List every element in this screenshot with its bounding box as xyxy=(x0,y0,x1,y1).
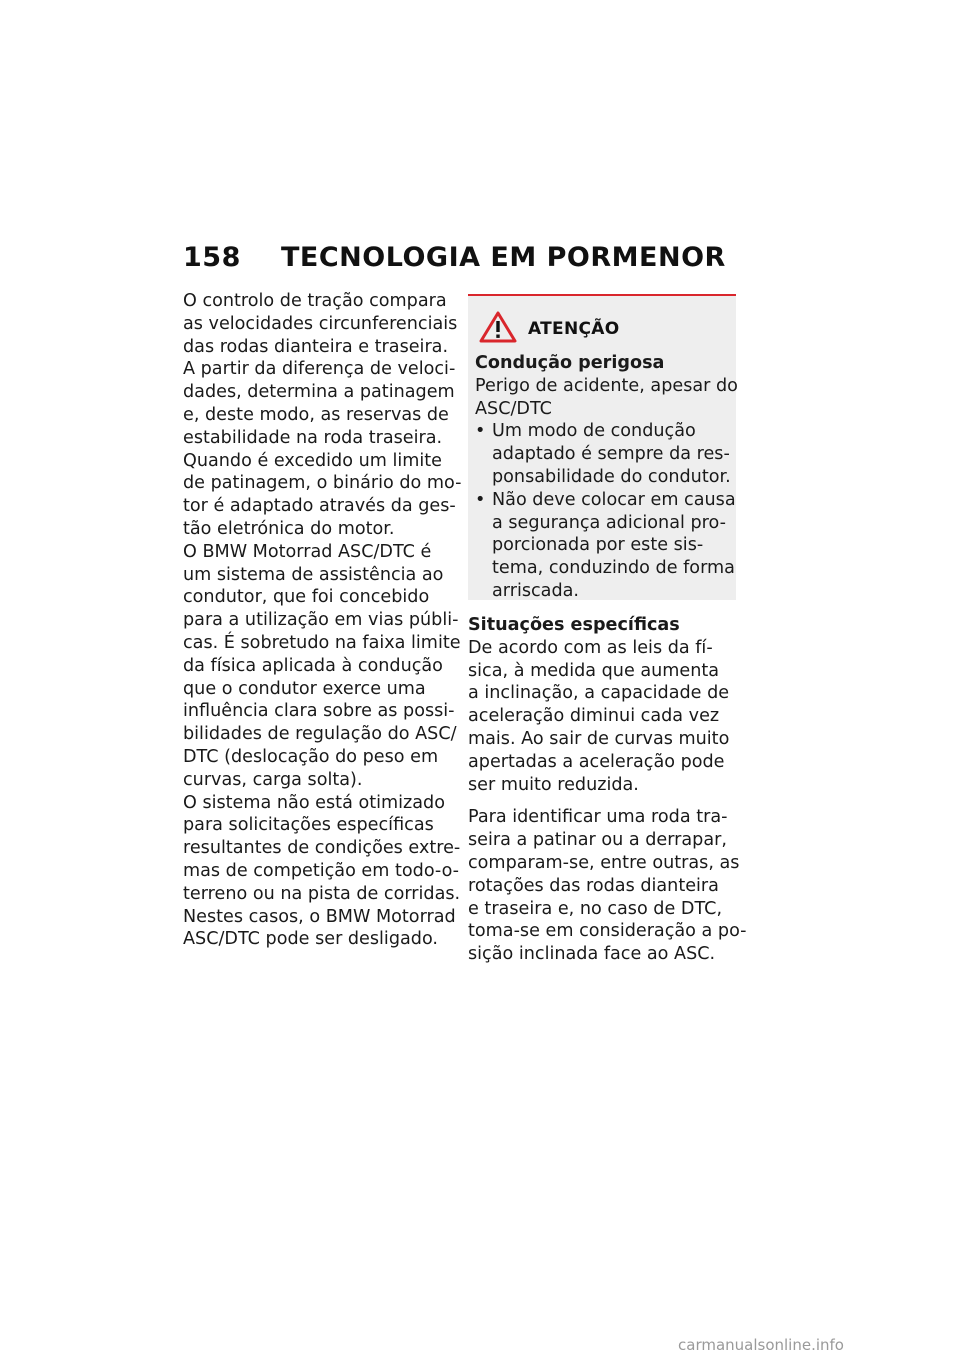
left-text-line: O BMW Motorrad ASC/DTC é xyxy=(183,541,432,562)
right-text-line: De acordo com as leis da fí- xyxy=(468,637,713,658)
left-text-line: influência clara sobre as possi- xyxy=(183,701,455,722)
warning-box xyxy=(468,294,736,600)
right-column xyxy=(468,614,747,966)
left-text-line: as velocidades circunferenciais xyxy=(183,313,458,334)
right-text-line: a inclinação, a capacidade de xyxy=(468,683,730,704)
right-text-line: aceleração diminui cada vez xyxy=(468,706,720,727)
warning-triangle-icon xyxy=(478,310,518,344)
warning-heading: Condução perigosa xyxy=(475,353,665,373)
left-text-line: A partir da diferença de veloci- xyxy=(183,359,456,380)
left-text-line: tor é adaptado através da ges- xyxy=(183,496,456,517)
left-text-line: para a utilização em vias públi- xyxy=(183,610,459,631)
warning-intro-line: ASC/DTC xyxy=(475,398,552,419)
section-title: TECNOLOGIA EM PORMENOR xyxy=(281,242,726,273)
left-text-line: terreno ou na pista de corridas. xyxy=(183,883,461,904)
warning-title: ATENÇÃO xyxy=(528,319,620,339)
left-text-line: da física aplicada à condução xyxy=(183,655,443,676)
left-text-line: de patinagem, o binário do mo- xyxy=(183,473,462,494)
right-text-line: sica, à medida que aumenta xyxy=(468,660,720,681)
right-text-line: seira a patinar ou a derrapar, xyxy=(468,830,727,851)
left-text-line: cas. É sobretudo na faixa limite xyxy=(183,632,461,653)
left-text-line: mas de competição em todo-o- xyxy=(183,860,460,881)
left-text-line: que o condutor exerce uma xyxy=(183,678,426,699)
left-text-line: estabilidade na roda traseira. xyxy=(183,427,443,448)
right-text-line: comparam-se, entre outras, as xyxy=(468,852,740,873)
footer-watermark: carmanualsonline.info xyxy=(678,1336,844,1354)
left-text-line: um sistema de assistência ao xyxy=(183,564,444,585)
page-number: 158 xyxy=(183,242,241,273)
paragraph xyxy=(468,637,744,797)
left-text-line: e, deste modo, as reservas de xyxy=(183,404,449,425)
bullet-line: Um modo de condução xyxy=(492,421,696,442)
bullet-mark: • xyxy=(475,489,486,510)
right-text-line: Para identificar uma roda tra- xyxy=(468,807,728,828)
right-text-line: sição inclinada face ao ASC. xyxy=(468,944,716,965)
bullet-line: porcionada por este sis- xyxy=(492,535,704,556)
paragraph-gap xyxy=(468,796,744,806)
left-text-line: ASC/DTC pode ser desligado. xyxy=(183,929,438,950)
bullet-line: ponsabilidade do condutor. xyxy=(492,466,731,487)
bullet-line: adaptado é sempre da res- xyxy=(492,444,730,465)
left-text-line: Quando é excedido um limite xyxy=(183,450,442,471)
warning-title-row xyxy=(478,310,728,344)
right-text-line: e traseira e, no caso de DTC, xyxy=(468,898,723,919)
bullet-line: tema, conduzindo de forma xyxy=(492,558,735,579)
left-text-line: O sistema não está otimizado xyxy=(183,792,445,813)
bullet-mark: • xyxy=(475,421,486,442)
section-heading: Situações específicas xyxy=(468,615,680,635)
left-text-line: curvas, carga solta). xyxy=(183,769,363,790)
left-column xyxy=(183,290,462,951)
left-text-line: das rodas dianteira e traseira. xyxy=(183,336,449,357)
right-text-line: mais. Ao sair de curvas muito xyxy=(468,728,730,749)
paragraph xyxy=(468,806,747,966)
left-text-line: resultantes de condições extre- xyxy=(183,838,461,859)
bullet-line: a segurança adicional pro- xyxy=(492,512,726,533)
right-text-line: apertadas a aceleração pode xyxy=(468,751,725,772)
bullet-line: arriscada. xyxy=(492,580,579,601)
left-text-line: para solicitações específicas xyxy=(183,815,434,836)
left-text-line: condutor, que foi concebido xyxy=(183,587,430,608)
left-text-line: DTC (deslocação do peso em xyxy=(183,746,439,767)
right-text-line: rotações das rodas dianteira xyxy=(468,875,719,896)
right-text-line: toma-se em consideração a po- xyxy=(468,921,747,942)
left-text-line: tão eletrónica do motor. xyxy=(183,518,395,539)
left-text-line: bilidades de regulação do ASC/ xyxy=(183,724,457,745)
warning-intro-line: Perigo de acidente, apesar do xyxy=(475,375,738,396)
right-text-line: ser muito reduzida. xyxy=(468,774,639,795)
warning-bullet xyxy=(475,489,736,603)
warning-bullet xyxy=(475,420,733,488)
left-text-line: dades, determina a patinagem xyxy=(183,382,455,403)
left-text-line: Nestes casos, o BMW Motorrad xyxy=(183,906,456,927)
warning-body xyxy=(475,352,738,603)
left-text-line: O controlo de tração compara xyxy=(183,291,447,311)
page-header xyxy=(183,242,726,273)
bullet-line: Não deve colocar em causa xyxy=(492,489,736,510)
